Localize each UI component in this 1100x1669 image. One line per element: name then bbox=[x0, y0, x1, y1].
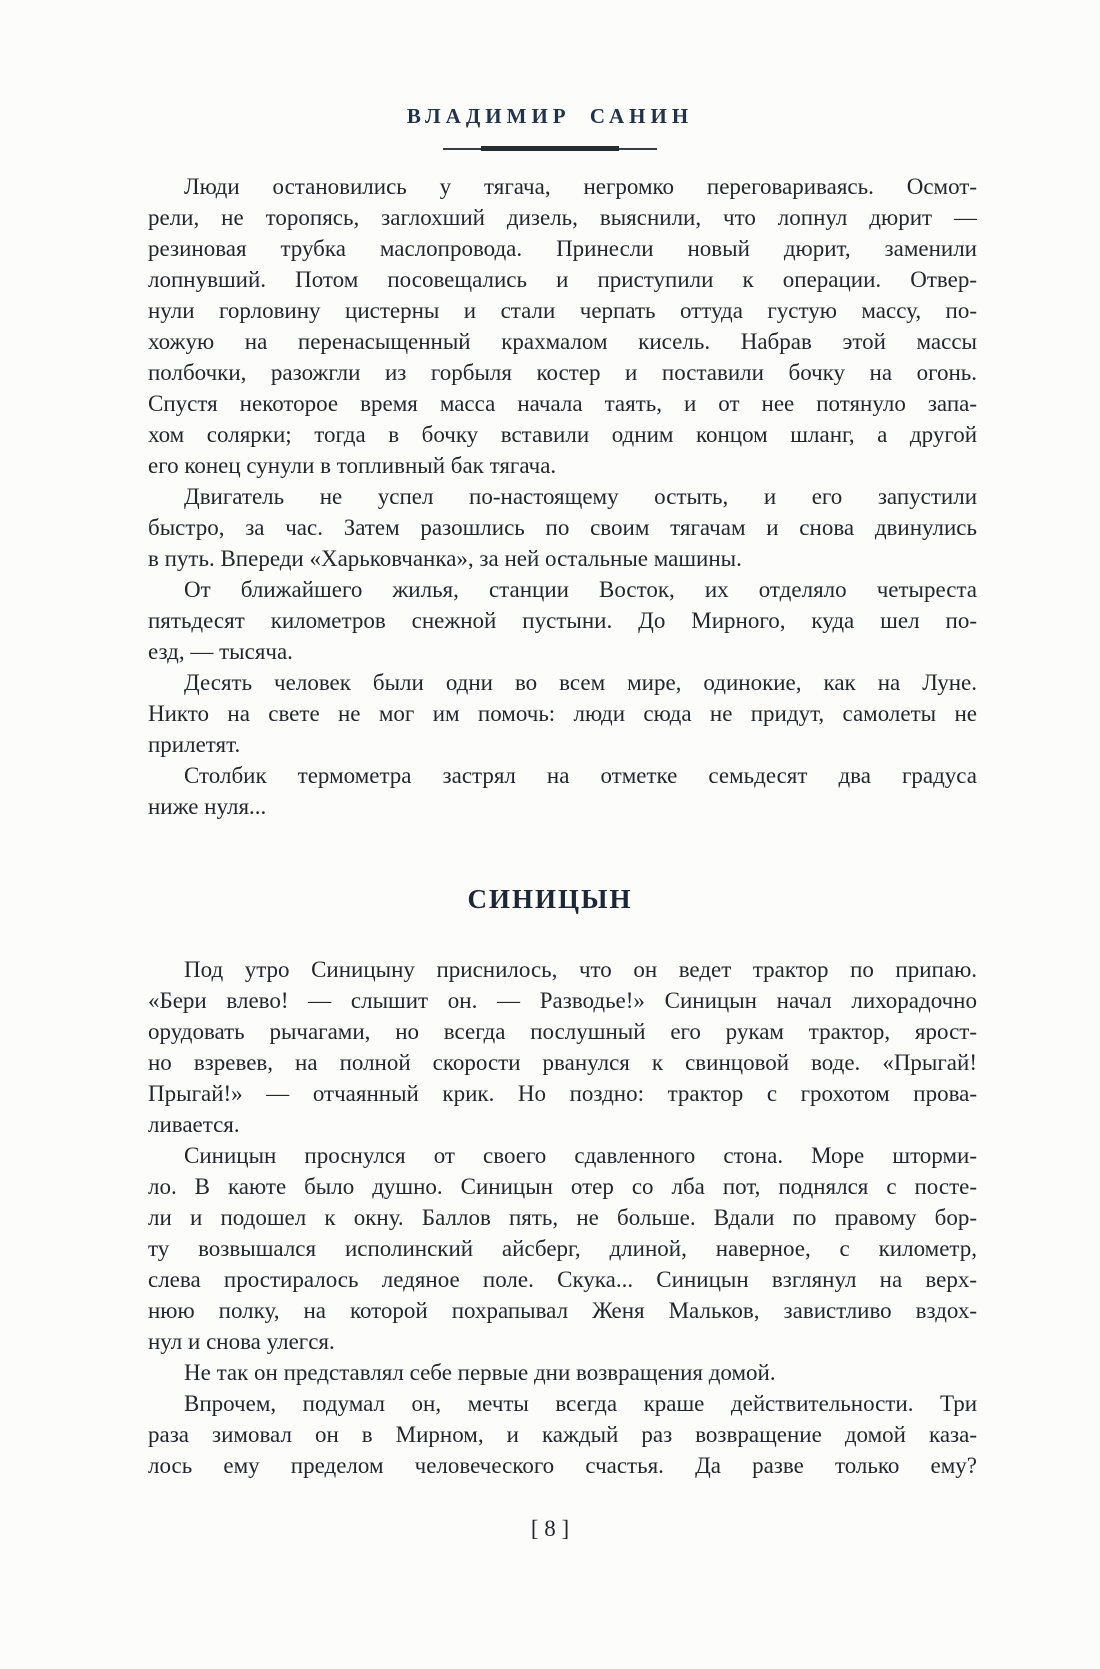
text-line: пятьдесят километров снежной пустыни. До Мирного, куда шел по- bbox=[148, 608, 977, 633]
text-line: быстро, за час. Затем разошлись по своим тягачам и снова двинулись bbox=[148, 515, 977, 540]
text-line: Впрочем, подумал он, мечты всегда краше действительности. Три bbox=[184, 1391, 977, 1416]
text-line: Столбик термометра застрял на отметке семьдесят два градуса bbox=[184, 763, 977, 788]
rule-thin-right bbox=[619, 148, 657, 150]
text-line: ту возвышался исполинский айсберг, длиной, наверное, с километр, bbox=[148, 1236, 977, 1261]
text-line: прилетят. bbox=[148, 732, 241, 757]
text-line: Люди остановились у тягача, негромко переговариваясь. Осмот- bbox=[184, 174, 977, 199]
text-line: хожую на перенасыщенный крахмалом кисель. Набрав этой массы bbox=[148, 329, 977, 354]
text-line: нули горловину цистерны и стали черпать оттуда густую массу, по- bbox=[148, 298, 977, 323]
text-line: Никто на свете не мог им помочь: люди сюда не придут, самолеты не bbox=[148, 701, 977, 726]
text-line: От ближайшего жилья, станции Восток, их отделяло четыреста bbox=[184, 577, 977, 602]
text-line: Не так он представлял себе первые дни возвращения домой. bbox=[184, 1360, 776, 1385]
paragraph bbox=[148, 481, 977, 574]
paragraph bbox=[148, 667, 977, 760]
text-line: в путь. Впереди «Харьковчанка», за ней остальные машины. bbox=[148, 546, 742, 571]
text-line: орудовать рычагами, но всегда послушный его рукам трактор, ярост- bbox=[148, 1019, 977, 1044]
text-line: езд, — тысяча. bbox=[148, 639, 293, 664]
text-line: ниже нуля... bbox=[148, 794, 267, 819]
body-text-before-heading bbox=[0, 171, 1100, 822]
page-number: [ 8 ] bbox=[530, 1516, 570, 1541]
text-line: хом солярки; тогда в бочку вставили одним концом шланг, а другой bbox=[148, 422, 977, 447]
rule-thin-left bbox=[443, 148, 481, 150]
text-line: Синицын проснулся от своего сдавленного стона. Море шторми- bbox=[184, 1143, 977, 1168]
chapter-heading: СИНИЦЫН bbox=[467, 884, 633, 914]
text-line: Спустя некоторое время масса начала таять, и от нее потянуло запа- bbox=[148, 391, 977, 416]
header-rule bbox=[0, 146, 1100, 151]
text-line: ливается. bbox=[148, 1112, 240, 1137]
text-line: рели, не торопясь, заглохший дизель, выяснили, что лопнул дюрит — bbox=[148, 205, 977, 230]
text-line: Десять человек были одни во всем мире, одинокие, как на Луне. bbox=[184, 670, 977, 695]
text-line: Двигатель не успел по-настоящему остыть, и его запустили bbox=[184, 484, 977, 509]
text-line: но взревев, на полной скорости рванулся к свинцовой воде. «Прыгай! bbox=[148, 1050, 977, 1075]
text-line: лопнувший. Потом посовещались и приступили к операции. Отвер- bbox=[148, 267, 977, 292]
rule-thick-center bbox=[481, 146, 619, 151]
text-line: слева простиралось ледяное поле. Скука... Синицын взглянул на верх- bbox=[148, 1267, 977, 1292]
text-line: полбочки, разожгли из горбыля костер и поставили бочку на огонь. bbox=[148, 360, 977, 385]
paragraph bbox=[148, 574, 977, 667]
paragraph bbox=[148, 171, 977, 481]
text-line: его конец сунули в топливный бак тягача. bbox=[148, 453, 557, 478]
text-line: Под утро Синицыну приснилось, что он ведет трактор по припаю. bbox=[184, 957, 977, 982]
paragraph bbox=[148, 954, 977, 1140]
text-line: «Бери влево! — слышит он. — Разводье!» Синицын начал лихорадочно bbox=[148, 988, 977, 1013]
author-header: ВЛАДИМИР САНИН bbox=[406, 104, 694, 128]
text-line: резиновая трубка маслопровода. Принесли новый дюрит, заменили bbox=[148, 236, 977, 261]
text-line: Прыгай!» — отчаянный крик. Но поздно: трактор с грохотом прова- bbox=[148, 1081, 977, 1106]
paragraph bbox=[148, 1388, 977, 1481]
text-line: ло. В каюте было душно. Синицын отер со лба пот, поднялся с посте- bbox=[148, 1174, 977, 1199]
text-line: лось ему пределом человеческого счастья. Да разве только ему? bbox=[148, 1453, 977, 1478]
text-line: нюю полку, на которой похрапывал Женя Мальков, завистливо вздох- bbox=[148, 1298, 977, 1323]
paragraph bbox=[148, 760, 977, 822]
paragraph bbox=[148, 1140, 977, 1357]
text-line: ли и подошел к окну. Баллов пять, не больше. Вдали по правому бор- bbox=[148, 1205, 977, 1230]
paragraph bbox=[148, 1357, 977, 1388]
text-line: раза зимовал он в Мирном, и каждый раз возвращение домой каза- bbox=[148, 1422, 977, 1447]
body-text-after-heading bbox=[0, 954, 1100, 1481]
text-line: нул и снова улегся. bbox=[148, 1329, 335, 1354]
